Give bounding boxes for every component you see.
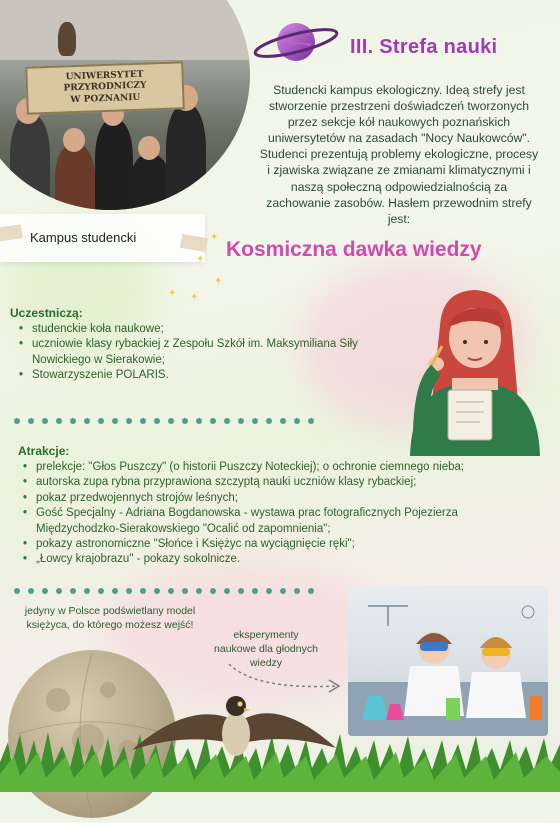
moon-model-note: jedyny w Polsce podświetlany model księżyca, do którego możesz wejść! [24, 605, 196, 631]
list-item: • autorska zupa rybna przyprawiona szczyptą nauki uczniów klasy rybackiej; [22, 475, 527, 490]
participants-heading: Uczestniczą: [10, 306, 83, 320]
sparkle-icon: ✦ [196, 254, 205, 265]
list-item: • studenckie koła naukowe; [18, 322, 398, 337]
dot-divider [14, 588, 314, 596]
sparkle-icon: ✦ [168, 288, 177, 299]
photo-caption: Kampus studencki [30, 230, 137, 245]
attractions-list [22, 460, 527, 568]
university-sign [25, 61, 185, 114]
sign-line-2: W POZNANIU [70, 92, 141, 105]
list-item: • pokaz przedwojennych strojów leśnych; [22, 491, 527, 506]
experiments-note: eksperymenty naukowe dla głodnych wiedzy [214, 629, 318, 669]
list-item: • „Łowcy krajobrazu" - pokazy sokolnicze. [22, 552, 527, 567]
tape-decoration [180, 234, 208, 252]
planet-icon [250, 12, 340, 72]
photo-background-wall [0, 0, 250, 60]
attractions-heading: Atrakcje: [18, 444, 70, 458]
participants-list [18, 322, 398, 384]
kids-experiment-photo [348, 586, 548, 736]
lab-scene [348, 586, 548, 736]
thinking-student-illustration [400, 286, 550, 456]
page-title: III. Strefa nauki [350, 36, 498, 58]
student-group-photo [0, 0, 250, 210]
tape-decoration [0, 224, 23, 241]
falcon-illustration [130, 690, 340, 770]
owl-on-sign [58, 22, 76, 56]
person-head [63, 128, 85, 152]
sparkle-icon: ✦ [214, 276, 223, 287]
slogan: Kosmiczna dawka wiedzy [226, 238, 482, 261]
person [10, 115, 50, 210]
list-item: • Gość Specjalny - Adriana Bogdanowska - wystawa prac fotograficznych Pojezierza Międzychodzko-Sierakowskiego "Ocalić od zapomnienia"; [22, 506, 527, 537]
sign-line-1: UNIWERSYTET PRZYRODNICZY [63, 69, 147, 94]
person [130, 155, 170, 210]
list-item: • prelekcje: "Głos Puszczy" (o historii Puszczy Noteckiej); o ochronie ciemnego nieba; [22, 460, 527, 475]
sparkle-icon: ✦ [190, 292, 199, 303]
sparkle-icon: ✦ [210, 232, 219, 243]
photo-caption-card [0, 214, 205, 262]
list-item: • Stowarzyszenie POLARIS. [18, 368, 398, 383]
list-item: • pokazy astronomiczne "Słońce i Księżyc na wyciągnięcie ręki"; [22, 537, 527, 552]
list-item: • uczniowie klasy rybackiej z Zespołu Szkół im. Maksymiliana Siły Nowickiego w Sierakowie; [18, 337, 398, 368]
person [95, 120, 133, 210]
person [166, 105, 206, 210]
person [55, 145, 95, 210]
intro-paragraph: Studencki kampus ekologiczny. Ideą strefy jest stworzenie przestrzeni doświadczeń tworzonych przez sekcje kół naukowych poznańskich uniwersytetów na zasadach "Nocy Naukowców". Studenci prezentują problemy ekologiczne, procesy i zjawiska związane ze zmianami klimatycznymi i naszą społeczną odpowiedzialnością za zachowanie zasobów. Hasłem przewodnim strefy jest: [259, 83, 539, 226]
dot-divider [14, 418, 314, 426]
person-head [138, 136, 160, 160]
